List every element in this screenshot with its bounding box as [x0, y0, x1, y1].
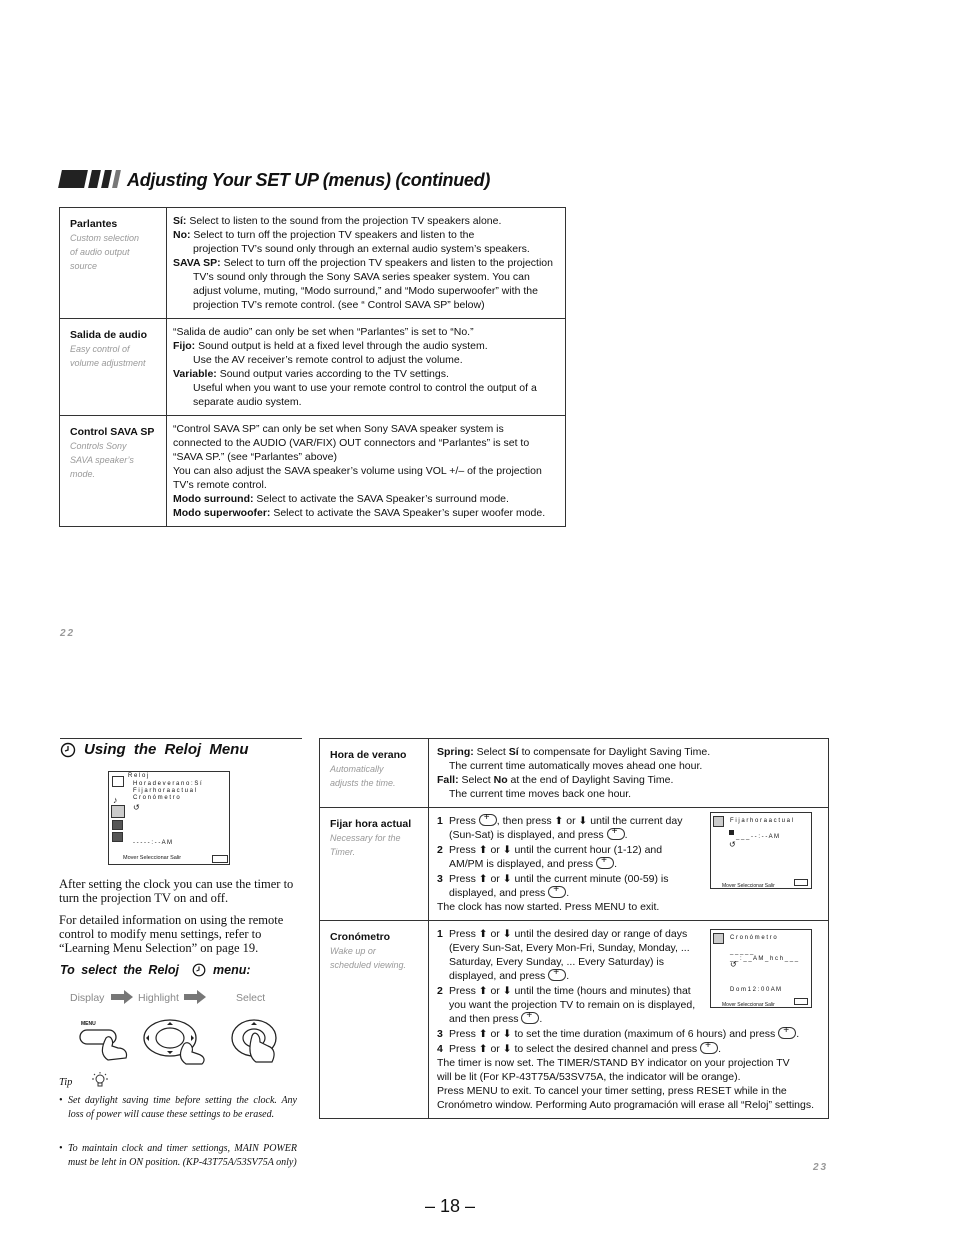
return-icon: ↺	[133, 803, 140, 812]
joystick-icon	[548, 969, 566, 981]
text: Select to turn off the projection TV speakers and listen to the projection	[220, 257, 553, 269]
row-label-cell	[320, 921, 429, 1119]
text: Press ⬆ or ⬇ until the time (hours and minutes) that	[449, 985, 691, 997]
text: you want the projection TV to remain on is displayed,	[449, 999, 696, 1011]
text: , then press ⬆ or ⬇ until the current day	[496, 815, 683, 827]
row-label-cell	[320, 739, 429, 808]
joystick-highlight-illustration	[140, 1016, 210, 1066]
tip-item: Set daylight saving time before setting the clock. Any loss of power will cause these settings to be erased.	[68, 1095, 297, 1120]
row-label: Fijar hora actual	[330, 818, 412, 830]
row-sublabel: Custom selection	[70, 233, 140, 243]
row-label: Cronómetro	[330, 931, 391, 943]
title-decoration	[60, 170, 120, 190]
text: “Salida de audio” can only be set when “Parlantes” is set to “No.”	[173, 326, 474, 338]
term: Modo superwoofer:	[173, 507, 271, 519]
screen-footer: Mover Seleccionar Salir	[722, 883, 775, 889]
text: TV’s sound only through the Sony SAVA series speaker system. You can	[193, 271, 530, 283]
description-line	[173, 422, 559, 436]
reference-paragraph: For detailed information on using the remote control to modify menu settings, refer to “Learning Menu Selection” on page 19.	[59, 913, 284, 955]
page-number-right: 23	[813, 1162, 829, 1173]
menu-key-icon	[212, 855, 228, 863]
row-description	[167, 208, 566, 319]
menu-line: C r o n ó m e t r o	[133, 795, 180, 801]
clock-icon	[192, 963, 206, 977]
joystick-icon	[479, 814, 497, 826]
term: Modo surround:	[173, 493, 254, 505]
row-description	[167, 319, 566, 416]
menu-clock-icon	[111, 805, 125, 818]
text: TV’s remote control.	[173, 479, 267, 491]
return-icon: ↺	[730, 960, 737, 969]
row-label-cell	[60, 208, 167, 319]
row-sublabel: of audio output	[70, 247, 130, 257]
text: Use the AV receiver’s remote control to adjust the volume.	[193, 354, 463, 366]
term: Spring:	[437, 746, 474, 758]
description-line	[173, 464, 559, 478]
menu-setup-icon	[112, 832, 123, 842]
description-line	[173, 506, 559, 520]
text: adjust volume, muting, “Modo surround,” and “Modo superwoofer” with the	[193, 285, 538, 297]
description-line	[173, 270, 559, 284]
audio-settings-table	[59, 207, 566, 527]
intro-paragraph: After setting the clock you can use the timer to turn the projection TV on and off.	[59, 877, 294, 905]
page-footer: – 18 –	[425, 1196, 476, 1216]
table-row	[320, 808, 829, 921]
text: to compensate for Daylight Saving Time.	[518, 746, 711, 758]
joystick-icon	[700, 1042, 718, 1054]
menu-key-icon	[794, 879, 808, 886]
clock-icon	[60, 742, 76, 758]
term: Fijo:	[173, 340, 196, 352]
cronometro-screen	[710, 929, 812, 1008]
row-sublabel: Easy control of	[70, 344, 130, 354]
description-line	[173, 214, 559, 228]
text: Press ⬆ or ⬇ to select the desired channel and press	[449, 1043, 698, 1055]
text: projection TV’s remote control. (see “ Control SAVA SP” below)	[193, 299, 485, 311]
menu-time-value: - - - - - : - - A M	[133, 840, 172, 846]
text: Select to activate the SAVA Speaker’s super woofer mode.	[270, 507, 546, 519]
description-line	[173, 381, 559, 395]
row-sublabel: Automatically	[330, 764, 384, 774]
joystick-icon	[548, 886, 566, 898]
flow-display-label: Display	[70, 992, 105, 1004]
text: and then press	[449, 1013, 519, 1025]
row-label-cell	[60, 319, 167, 416]
description-line	[173, 256, 559, 270]
menu-channel-icon	[112, 820, 123, 830]
term: Variable:	[173, 368, 217, 380]
return-icon: ↺	[729, 840, 736, 849]
row-description: 1 Press + , then press ⬆ or ⬇ until the current day (Sun-Sat) is displayed, and press + . 2 Press ⬆ or ⬇ until the current hour (1-12) and AM/PM is displayed, and press + . 3 Press ⬆ or ⬇ until the current minute (00-59) is displayed, and press + . The clock has now started. Press MENU to exit. F i j a r h o r a a c t u a l _ _ _ - - : - - A M ↺ Mover Seleccionar Salir	[429, 808, 829, 921]
text: The timer is now set. The TIMER/STAND BY indicator on your projection TV	[437, 1057, 790, 1069]
section-rule	[60, 738, 302, 739]
description-line	[173, 284, 559, 298]
screen-value: _ _ : _ _ A M _ h c h _ _ _	[730, 956, 799, 962]
row-description: 1 Press ⬆ or ⬇ until the desired day or range of days (Every Sun-Sat, Every Mon-Fri, Sunday, Monday, ... Saturday, Every Sunday, ... Every Saturday) is displayed, and press + . 2 Press ⬆ or ⬇ until the time (hours and minutes) that you want the projection TV to remain on is displayed, and then press + . 3 Press ⬆ or ⬇ to set the time duration (maximum of 6 hours) and press + . 4 Press ⬆ or ⬇ to select the desired channel and press + . The timer is now set. The TIMER/STAND BY indicator on your projection TV will be lit (For KP-43T75A/53SV75A, the indicator will be orange). Press MENU to exit. To cancel your timer setting, press RESET while in the Cronómetro window. Performing Auto programación will erase all “Reloj” settings. C r o n ó m e t r o _ _ _ _ _ _ _ : _ _ A M _ h c h _ _ _ ↺ D o m 1 2 : 0 0 A M Mover Seleccionar Salir	[429, 921, 829, 1119]
tip-item: To maintain clock and timer settiongs, MAIN POWER must be leht in ON position. (KP-43T75A/53SV75A only)	[68, 1143, 297, 1168]
row-description	[167, 416, 566, 527]
term: Fall:	[437, 774, 459, 786]
menu-line: R e l o j	[128, 773, 149, 779]
lightbulb-icon	[92, 1072, 108, 1088]
fijar-hora-screen	[710, 812, 812, 889]
text: Sound output varies according to the TV settings.	[216, 368, 449, 380]
row-sublabel: Wake up or	[330, 946, 376, 956]
row-label-cell	[320, 808, 429, 921]
description-line	[173, 492, 559, 506]
table-row	[60, 416, 566, 527]
row-sublabel: adjusts the time.	[330, 778, 396, 788]
table-row	[60, 319, 566, 416]
text: The current time automatically moves ahead one hour.	[449, 760, 703, 772]
text: “SAVA SP.” (see “Parlantes” above)	[173, 451, 337, 463]
menu-line: H o r a d e v e r a n o : S í	[133, 781, 202, 787]
text: Sound output is held at a fixed level through the audio system.	[195, 340, 488, 352]
menu-clock-icon	[713, 933, 724, 944]
screen-title: C r o n ó m e t r o	[730, 935, 777, 941]
row-sublabel: Controls Sony	[70, 441, 127, 451]
arrow-right-icon	[111, 990, 133, 1004]
text: at the end of Daylight Saving Time.	[507, 774, 674, 786]
tip-bullet: •	[59, 1143, 63, 1154]
menu-button-illustration	[78, 1018, 136, 1062]
reloj-settings-table	[319, 738, 829, 1119]
row-sublabel: Necessary for the	[330, 833, 401, 843]
description-line	[173, 450, 559, 464]
text: Select	[473, 746, 509, 758]
description-line	[173, 367, 559, 381]
text: will be lit (For KP-43T75A/53SV75A, the indicator will be orange).	[437, 1071, 741, 1083]
cursor-block	[729, 830, 734, 835]
text: Press	[449, 815, 476, 827]
text: The clock has now started. Press MENU to exit.	[437, 901, 660, 913]
description-line	[173, 353, 559, 367]
screen-footer: Mover Seleccionar Salir	[722, 1002, 775, 1008]
row-sublabel: Timer.	[330, 847, 356, 857]
description-line	[173, 242, 559, 256]
term: SAVA SP:	[173, 257, 221, 269]
section-title: Using the Reloj Menu	[84, 741, 249, 758]
joystick-icon	[607, 828, 625, 840]
description-line	[173, 325, 559, 339]
term: Sí:	[173, 215, 187, 227]
row-description	[429, 739, 829, 808]
menu-line: F i j a r h o r a a c t u a l	[133, 788, 197, 794]
row-label: Hora de verano	[330, 749, 407, 761]
row-label: Control SAVA SP	[70, 426, 155, 438]
joystick-select-illustration	[226, 1016, 286, 1066]
text: Press ⬆ or ⬇ until the current minute (00-59) is	[449, 873, 669, 885]
term: Sí	[508, 746, 519, 758]
joystick-icon	[778, 1027, 796, 1039]
row-label: Salida de audio	[70, 329, 148, 341]
text: (Sun-Sat) is displayed, and press	[449, 829, 604, 841]
text: Useful when you want to use your remote control to control the output of a	[193, 382, 537, 394]
table-row	[60, 208, 566, 319]
menu-button-label: MENU	[81, 1021, 96, 1027]
text: Press ⬆ or ⬇ to set the time duration (maximum of 6 hours) and press	[449, 1028, 776, 1040]
text: Select to turn off the projection TV speakers and listen to the	[190, 229, 475, 241]
table-row	[320, 739, 829, 808]
menu-clock-icon	[713, 816, 724, 827]
description-line	[173, 298, 559, 312]
text: Press MENU to exit. To cancel your timer setting, press RESET while in the	[437, 1085, 787, 1097]
menu-audio-icon: ♪	[113, 795, 118, 805]
text: (Every Sun-Sat, Every Mon-Fri, Sunday, Monday, ...	[449, 942, 690, 954]
description-line	[173, 228, 559, 242]
term: No:	[173, 229, 191, 241]
row-label-cell	[60, 416, 167, 527]
text: Press ⬆ or ⬇ until the desired day or range of days	[449, 928, 688, 940]
text: AM/PM is displayed, and press	[449, 858, 594, 870]
page-number-left: 22	[60, 628, 76, 639]
screen-title: F i j a r h o r a a c t u a l	[730, 818, 794, 824]
flow-highlight-label: Highlight	[138, 992, 179, 1004]
screen-value: D o m 1 2 : 0 0 A M	[730, 987, 782, 993]
text: Select	[458, 774, 494, 786]
text: Select to activate the SAVA Speaker’s surround mode.	[253, 493, 509, 505]
subsection-title-end: menu:	[213, 963, 251, 977]
menu-footer: Mover Seleccionar Salir	[123, 855, 182, 861]
text: You can also adjust the SAVA speaker’s volume using VOL +/– of the projection	[173, 465, 542, 477]
joystick-icon	[521, 1012, 539, 1024]
row-sublabel: scheduled viewing.	[330, 960, 407, 970]
row-sublabel: source	[70, 261, 98, 271]
tip-bullet: •	[59, 1095, 63, 1106]
description-line	[173, 478, 559, 492]
menu-video-icon	[112, 776, 124, 787]
text: displayed, and press	[449, 970, 546, 982]
text: Select to listen to the sound from the projection TV speakers alone.	[186, 215, 502, 227]
text: displayed, and press	[449, 887, 546, 899]
arrow-right-icon	[184, 990, 206, 1004]
text: separate audio system.	[193, 396, 302, 408]
text: “Control SAVA SP” can only be set when Sony SAVA speaker system is	[173, 423, 504, 435]
term: No	[493, 774, 508, 786]
row-sublabel: mode.	[70, 469, 96, 479]
reloj-menu-screen	[108, 771, 230, 865]
row-sublabel: volume adjustment	[70, 358, 146, 368]
table-row	[320, 921, 829, 1119]
text: Press ⬆ or ⬇ until the current hour (1-12) and	[449, 844, 663, 856]
screen-value: _ _ _ _ _	[730, 949, 754, 955]
text: The current time moves back one hour.	[449, 788, 632, 800]
text: Saturday, Every Sunday, ... Every Saturday) is	[449, 956, 664, 968]
text: Cronómetro window. Performing Auto programación will erase all “Reloj” settings.	[437, 1099, 814, 1111]
tip-label: Tip	[59, 1077, 73, 1088]
text: connected to the AUDIO (VAR/FIX) OUT connectors and “Parlantes” is set to	[173, 437, 530, 449]
joystick-icon	[596, 857, 614, 869]
row-label: Parlantes	[70, 218, 118, 230]
text: projection TV’s sound only through an external audio system’s speakers.	[193, 243, 530, 255]
flow-select-label: Select	[236, 992, 266, 1004]
page-title: Adjusting Your SET UP (menus) (continued)	[127, 170, 491, 190]
subsection-title: To select the Reloj	[60, 963, 179, 977]
screen-value: _ _ _ - - : - - A M	[736, 834, 780, 840]
row-sublabel: SAVA speaker’s	[70, 455, 134, 465]
description-line	[173, 436, 559, 450]
description-line	[173, 395, 559, 409]
description-line	[173, 339, 559, 353]
menu-key-icon	[794, 998, 808, 1005]
